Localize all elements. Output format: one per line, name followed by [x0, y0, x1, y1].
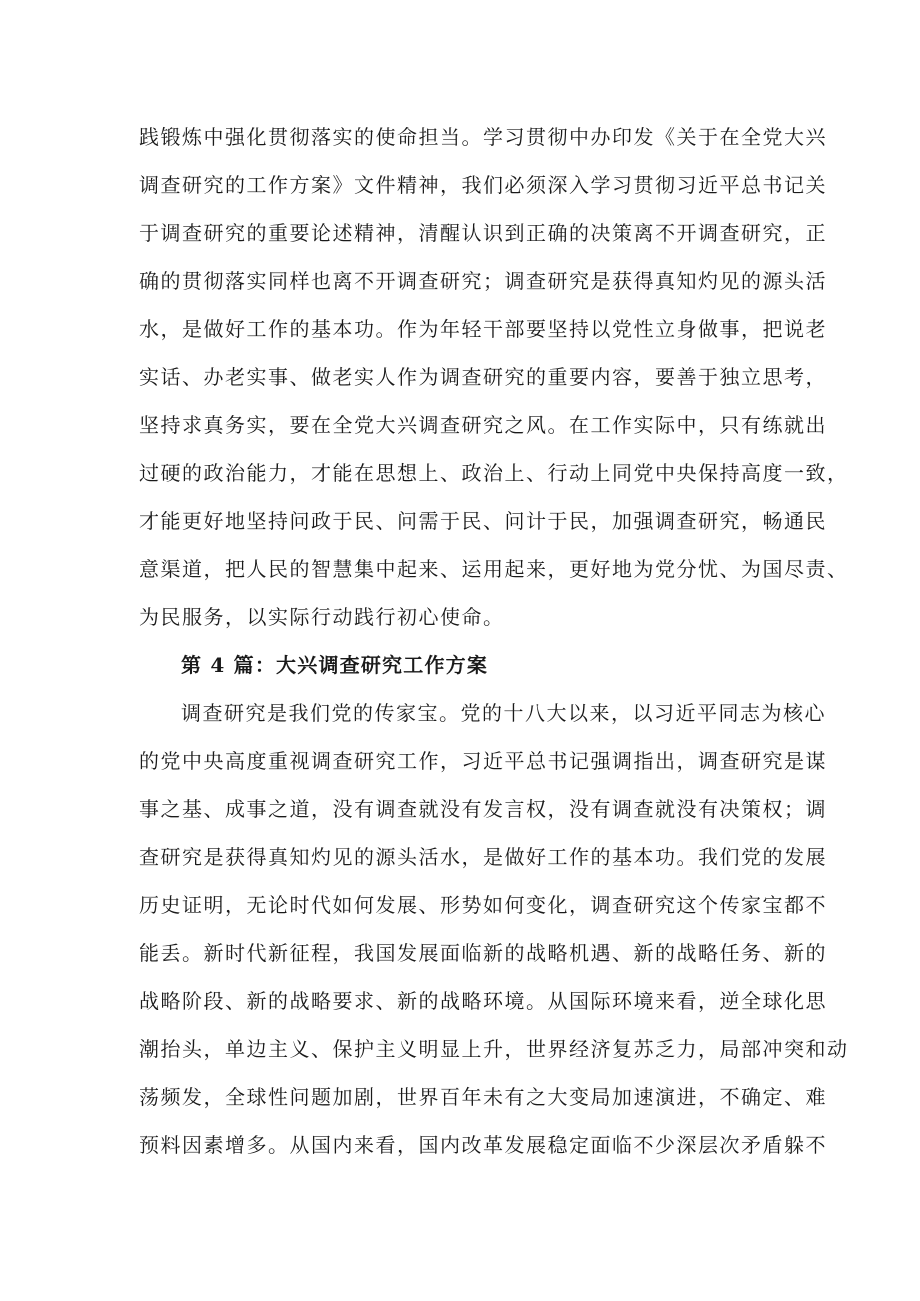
text-line: 预料因素增多。从国内来看，国内改革发展稳定面临不少深层次矛盾躲不 [139, 1133, 827, 1157]
text-line: 为民服务，以实际行动践行初心使命。 [139, 605, 505, 629]
text-line: 调查研究是我们党的传家宝。党的十八大以来，以习近平同志为核心 [181, 701, 826, 725]
text-line: 过硬的政治能力，才能在思想上、政治上、行动上同党中央保持高度一致， [139, 461, 849, 485]
text-line: 历史证明，无论时代如何发展、形势如何变化，调查研究这个传家宝都不 [139, 893, 827, 917]
text-line: 的党中央高度重视调查研究工作，习近平总书记强调指出，调查研究是谋 [139, 749, 827, 773]
text-line: 事之基、成事之道，没有调查就没有发言权，没有调查就没有决策权；调 [139, 797, 827, 821]
text-line: 坚持求真务实，要在全党大兴调查研究之风。在工作实际中，只有练就出 [139, 413, 827, 437]
section-heading: 第 4 篇：大兴调查研究工作方案 [181, 653, 489, 677]
text-line: 荡频发，全球性问题加剧，世界百年未有之大变局加速演进，不确定、难 [139, 1085, 827, 1109]
text-line: 意渠道，把人民的智慧集中起来、运用起来，更好地为党分忧、为国尽责、 [139, 557, 849, 581]
text-line: 才能更好地坚持问政于民、问需于民、问计于民，加强调查研究，畅通民 [139, 509, 827, 533]
text-line: 潮抬头，单边主义、保护主义明显上升，世界经济复苏乏力，局部冲突和动 [139, 1037, 849, 1061]
text-line: 查研究是获得真知灼见的源头活水，是做好工作的基本功。我们党的发展 [139, 845, 827, 869]
text-line: 水，是做好工作的基本功。作为年轻干部要坚持以党性立身做事，把说老 [139, 317, 827, 341]
text-line: 确的贯彻落实同样也离不开调查研究；调查研究是获得真知灼见的源头活 [139, 269, 827, 293]
text-line: 能丢。新时代新征程，我国发展面临新的战略机遇、新的战略任务、新的 [139, 941, 827, 965]
text-line: 实话、办老实事、做老实人作为调查研究的重要内容，要善于独立思考， [139, 365, 827, 389]
text-line: 战略阶段、新的战略要求、新的战略环境。从国际环境来看，逆全球化思 [139, 989, 827, 1013]
text-line: 于调查研究的重要论述精神，清醒认识到正确的决策离不开调查研究，正 [139, 221, 827, 245]
text-line: 践锻炼中强化贯彻落实的使命担当。学习贯彻中办印发《关于在全党大兴 [139, 125, 827, 149]
text-line: 调查研究的工作方案》文件精神，我们必须深入学习贯彻习近平总书记关 [139, 173, 827, 197]
